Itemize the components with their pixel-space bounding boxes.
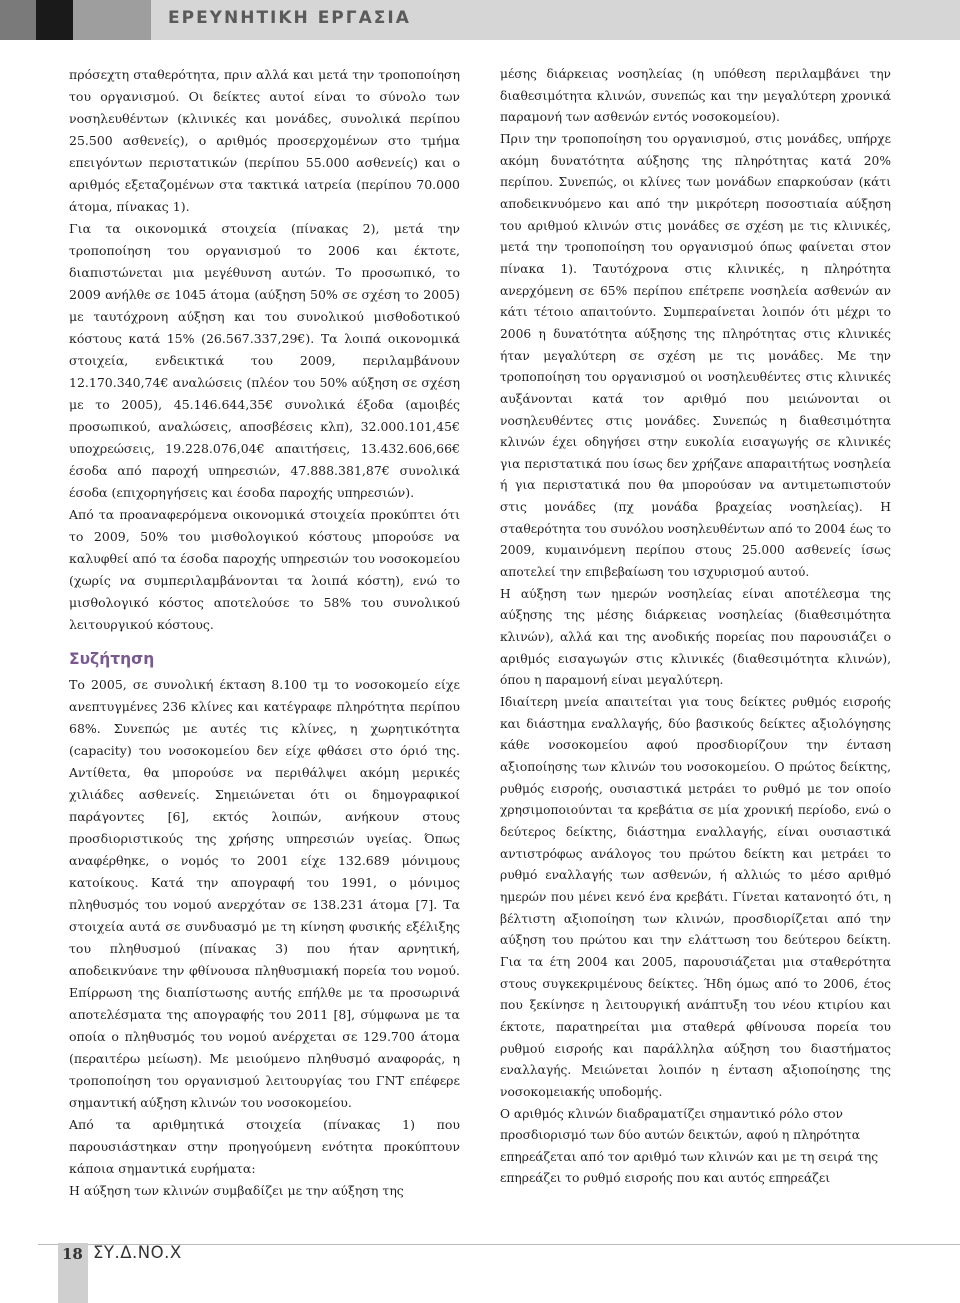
header-color-block xyxy=(73,0,151,40)
paragraph: Το 2005, σε συνολική έκταση 8.100 τμ το νοσοκομείο είχε ανεπτυγμένες 236 κλίνες και κατέγραφε πληρότητα περίπου 68%. Συνεπώς με αυτές τις κλίνες, η χωρητικότητα (capacity) του νοσοκομείου δεν είχε φθάσει στο όριό της. Αντίθετα, θα μπορούσε να περιθάλψει ακόμη μερικές χιλιάδες ασθενείς. Σημειώνεται ότι οι δημογραφικοί παράγοντες [6], εκτός λοιπών, ανήκουν στους προσδιοριστικούς της χρήσης υπηρεσιών υγείας. Όπως αναφέρθηκε, ο νομός το 2001 είχε 132.689 μόνιμους κατοίκους. Κατά την απογραφή του 1991, ο μόνιμος πληθυσμός του νομού ανερχόταν σε 138.231 άτομα [7]. Τα στοιχεία αυτά σε συνδυασμό με τη κίνηση φυσικής εξέλιξης του πληθυσμού (πίνακας 3) που ήταν αρνητική, αποδεικνύανε την φθίνουσα πληθυσμιακή πορεία του νομού. Επίρρωση της διαπίστωσης αυτής επήλθε με τα προσωρινά αποτελέσματα της απογραφής του 2011 [8], σύμφωνα με τα οποία ο πληθυσμός του νομού ανέρχεται σε 129.700 άτομα (περαιτέρω μείωση). Με μειούμενο πληθυσμό αναφοράς, η τροποποίηση του οργανισμού λειτουργίας του ΓΝΤ επέφερε σημαντική αύξηση κλινών του νοσοκομείου. xyxy=(69,677,460,1110)
page-header xyxy=(0,0,960,40)
paragraph: Η αύξηση των ημερών νοσηλείας είναι αποτέλεσμα της αύξησης της μέσης διάρκειας νοσηλείας (διαθεσιμότητα κλινών), αλλά και της ανοδικής πορείας που παρουσιάζει ο αριθμός εισαγωγών στις κλινικές (διαθεσιμότητα κλινών), όπου η παραμονή είναι μεγαλύτερη. xyxy=(500,586,891,688)
paragraph: μέσης διάρκειας νοσηλείας (η υπόθεση περιλαμβάνει την διαθεσιμότητα κλινών, συνεπώς και την μεγαλύτερη χρονικά παραμονή των ασθενών εντός νοσοκομείου). xyxy=(500,67,891,125)
paragraph: Από τα προαναφερόμενα οικονομικά στοιχεία προκύπτει ότι το 2009, 50% του μισθολογικού κόστους μπορούσε να καλυφθεί από τα έσοδα παροχής υπηρεσιών του νοσοκομείου (χωρίς να συμπεριλαμβάνονται τα λοιπά κόστη), ενώ το μισθολογικό κόστος αποτελούσε το 58% του συνολικού λειτουργικού κόστους. xyxy=(69,507,460,632)
left-column xyxy=(69,64,460,1202)
section-heading: Συζήτηση xyxy=(69,650,155,668)
section-title: ΕΡΕΥΝΗΤΙΚΗ ΕΡΓΑΣΙΑ xyxy=(168,8,411,28)
paragraph: Από τα αριθμητικά στοιχεία (πίνακας 1) που παρουσιάστηκαν στην προηγούμενη ενότητα προκύπτουν κάποια σημαντικά ευρήματα: xyxy=(69,1117,460,1176)
paragraph: Ο αριθμός κλινών διαδραματίζει σημαντικό ρόλο στον προσδιορισμό των δύο αυτών δεικτών, αφού η πληρότητα επηρεάζεται από τον αριθμό των κλινών και με τη σειρά της επηρεάζει το ρυθμό εισροής που και αυτός επηρεάζει xyxy=(500,1106,879,1186)
header-color-block xyxy=(0,0,36,40)
journal-brand: ΣΥ.Δ.ΝΟ.Χ xyxy=(93,1243,182,1262)
paragraph: Πριν την τροποποίηση του οργανισμού, στις μονάδες, υπήρχε ακόμη δυνατότητα αύξησης της πληρότητας κατά 20% περίπου. Συνεπώς, οι κλίνες των μονάδων επαρκούσαν (κάτι αποδεικνυόμενο και από την μικρότερη ποσοστιαία αύξηση του αριθμού κλινών στις μονάδες σε σχέση με τις κλινικές, μετά την τροποποίηση του οργανισμού όπως φαίνεται στον πίνακα 1). Ταυτόχρονα στις κλινικές, η πληρότητα ανερχόμενη σε 65% περίπου επέτρεπε νοσηλεία ασθενών αν κάτι τέτοιο απαιτούντο. Συμπεραίνεται λοιπόν ότι μέχρι το 2006 η δυνατότητα αύξησης της πληρότητας στις κλινικές ήταν μεγαλύτερη σε σχέση με τις μονάδες. Με την τροποποίηση του οργανισμού οι νοσηλευθέντες στις κλινικές αυξάνονται κατά τον αριθμό που μειώνονται οι νοσηλευθέντες στις μονάδες. Συνεπώς η διαθεσιμότητα κλινών έχει οδηγήσει στην ευκολία εισαγωγής σε κλινικές για περιστατικά που ίσως δεν χρήζανε απαραιτήτως νοσηλεία ή για περιστατικά που θα μπορούσαν να αντιμετωπιστούν στις μονάδες (πχ μονάδα βραχείας νοσηλείας). Η σταθερότητα του συνόλου νοσηλευθέντων από το 2004 έως το 2009, κυμαινόμενη περίπου στους 25.000 ασθενείς ίσως αποτελεί την επιβεβαίωση του ισχυρισμού αυτού. xyxy=(500,131,891,580)
paragraph: Η αύξηση των κλινών συμβαδίζει με την αύξηση της xyxy=(69,1183,404,1198)
header-color-block xyxy=(36,0,73,40)
paragraph: πρόσεχτη σταθερότητα, πριν αλλά και μετά την τροποποίηση του οργανισμού. Οι δείκτες αυτοί είναι το σύνολο των νοσηλευθέντων (κλινικές και μονάδες, συνολικά περίπου 25.500 ασθενείς), ο αριθμός προσερχομένων στο τμήμα επειγόντων περιστατικών (περίπου 55.000 ασθενείς) και ο αριθμός εξεταζομένων στα τακτικά ιατρεία (περίπου 70.000 άτομα, πίνακας 1). xyxy=(69,67,460,214)
paragraph: Ιδιαίτερη μνεία απαιτείται για τους δείκτες ρυθμός εισροής και διάστημα εναλλαγής, δύο βασικούς δείκτες αξιολόγησης κάθε νοσοκομείου αφού προσδιορίζουν την ένταση αξιοποίησης των κλινών του νοσοκομείου. Ο πρώτος δείκτης, ρυθμός εισροής, ουσιαστικά μετράει το ρυθμό με τον οποίο χρησιμοποιούνται τα κρεβάτια σε μία χρονική περίοδο, ενώ ο δεύτερος δείκτης, διάστημα εναλλαγής, είναι ουσιαστικά αντιστρόφως ανάλογος του πρώτου δείκτη και μετράει το ρυθμό εναλλαγής των ασθενών, ή αλλιώς το μέσο αριθμό ημερών που μένει κενό ένα κρεβάτι. Γίνεται κατανοητό ότι, η βέλτιστη αξιοποίηση των κλινών, προσδιορίζεται από την αύξηση του πρώτου και την ελάττωση του δεύτερου δείκτη. Για τα έτη 2004 και 2005, παρουσιάζεται μια σταθερότητα στους συγκεκριμένους δείκτες. Ήδη όμως από το 2006, έτος που ξεκίνησε η λειτουργική ανάπτυξη του νέου κτιρίου και έκτοτε, παρατηρείται μια σταθερά φθίνουσα πορεία του ρυθμού εισροής και παράλληλα αύξηση του διαστήματος εναλλαγής. Μειώνεται λοιπόν η ένταση αξιοποίησης της νοσοκομειακής υποδομής. xyxy=(500,695,891,1099)
paragraph: Για τα οικονομικά στοιχεία (πίνακας 2), μετά την τροποποίηση του οργανισμού το 2006 και έκτοτε, διαπιστώνεται μια μεγέθυνση αυτών. Το προσωπικό, το 2009 ανήλθε σε 1045 άτομα (αύξηση 50% σε σχέση το 2005) με ταυτόχρονη αύξηση και του συνολικού μισθοδοτικού κόστους κατά 15% (26.567.337,29€). Τα λοιπά οικονομικά στοιχεία, ενδεικτικά του 2009, περιλαμβάνουν 12.170.340,74€ αναλώσεις (πλέον του 50% αύξηση σε σχέση με το 2005), 45.146.644,35€ συνολικά έξοδα (αμοιβές προσωπικού, αναλώσεις, αποσβέσεις κλπ), 32.000.101,45€ υποχρεώσεις, 19.228.076,04€ απαιτήσεις, 13.432.606,66€ έσοδα από παροχή υπηρεσιών, 47.888.381,87€ συνολικά έσοδα (επιχορηγήσεις και έσοδα παροχής υπηρεσιών). xyxy=(69,221,460,500)
right-column xyxy=(500,64,891,1190)
page-number: 18 xyxy=(62,1245,83,1263)
